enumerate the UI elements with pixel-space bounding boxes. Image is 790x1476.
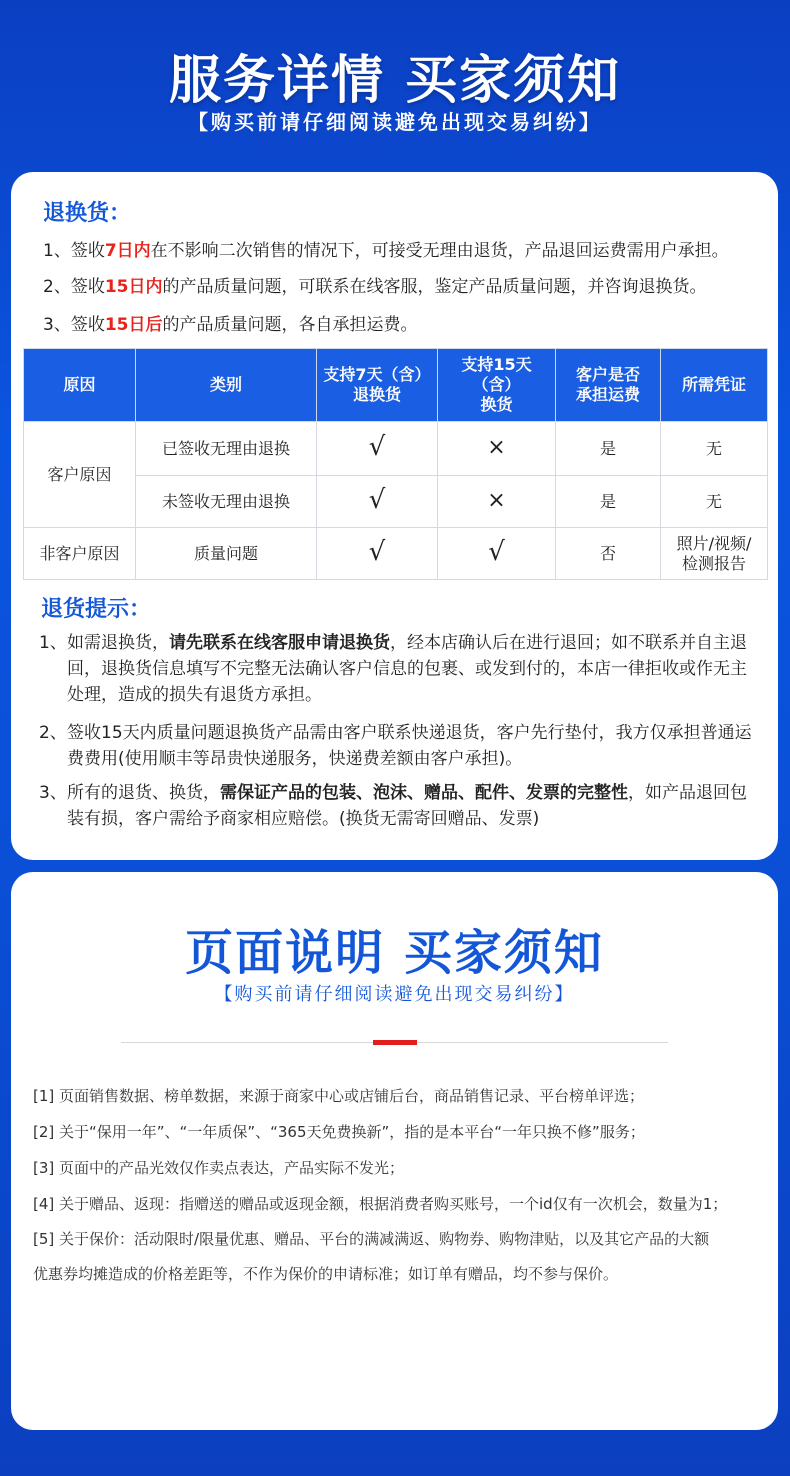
tip-1: 1、 如需退换货，请先联系在线客服申请退换货，经本店确认后在进行退回；如不联系并自主退回，退换货信息填写不完整无法确认客户信息的包裹、或发到付的，本店一律拒收或作无主处理，造成的损失有退货方承担。 bbox=[39, 633, 747, 705]
note-6: 优惠券均摊造成的价格差距等，不作为保价的申请标准；如订单有赠品，均不参与保价。 bbox=[33, 1265, 619, 1283]
page-subtitle: 【购买前请仔细阅读避免出现交易纠纷】 bbox=[188, 110, 602, 134]
note-5: [5] 关于保价：活动限时/限量优惠、赠品、平台的满减满返、购物券、购物津贴，以及其它产品的大额 bbox=[33, 1230, 710, 1248]
th-7day: 支持7天（含） 退换货 bbox=[317, 349, 438, 422]
cell-15day bbox=[438, 528, 556, 580]
cell-15day bbox=[438, 476, 556, 528]
table-row bbox=[24, 422, 768, 476]
note-2: [2] 关于“保用一年”、“一年质保”、“365天免费换新”，指的是本平台“一年只换不修”服务； bbox=[33, 1123, 645, 1141]
th-category: 类别 bbox=[136, 349, 317, 422]
cell-proof: 无 bbox=[661, 476, 768, 528]
th-fee: 客户是否 承担运费 bbox=[556, 349, 661, 422]
check-icon: √ bbox=[488, 537, 505, 567]
table-header-row bbox=[24, 349, 768, 422]
cell-7day bbox=[317, 422, 438, 476]
returns-line-1: 1、签收7日内在不影响二次销售的情况下，可接受无理由退货，产品退回运费需用户承担。 bbox=[43, 241, 729, 261]
divider-accent bbox=[373, 1040, 417, 1045]
note-1: [1] 页面销售数据、榜单数据，来源于商家中心或店铺后台，商品销售记录、平台榜单评选； bbox=[33, 1087, 645, 1105]
tips-title: 退货提示： bbox=[41, 597, 152, 622]
cell-7day bbox=[317, 528, 438, 580]
notice-subtitle: 【购买前请仔细阅读避免出现交易纠纷】 bbox=[214, 984, 575, 1005]
cell-fee: 是 bbox=[556, 476, 661, 528]
cell-category: 未签收无理由退换 bbox=[136, 476, 317, 528]
note-3: [3] 页面中的产品光效仅作卖点表达，产品实际不发光； bbox=[33, 1159, 405, 1177]
cell-proof: 无 bbox=[661, 422, 768, 476]
note-4: [4] 关于赠品、返现：指赠送的赠品或返现金额，根据消费者购买账号，一个id仅有一次机会，数量为1； bbox=[33, 1195, 728, 1213]
cell-15day bbox=[438, 422, 556, 476]
cell-fee: 是 bbox=[556, 422, 661, 476]
tip-2: 2、 签收15天内质量问题退换货产品需由客户联系快递退货，客户先行垫付，我方仅承担普通运费费用(使用顺丰等昂贵快递服务，快递费差额由客户承担)。 bbox=[39, 723, 752, 769]
cell-proof: 照片/视频/ 检测报告 bbox=[661, 528, 768, 580]
cell-reason: 非客户原因 bbox=[24, 528, 136, 580]
th-15day: 支持15天（含） 换货 bbox=[438, 349, 556, 422]
cell-fee: 否 bbox=[556, 528, 661, 580]
cell-category: 已签收无理由退换 bbox=[136, 422, 317, 476]
returns-table bbox=[23, 348, 768, 580]
table-row bbox=[24, 476, 768, 528]
th-proof: 所需凭证 bbox=[661, 349, 768, 422]
cell-reason: 客户原因 bbox=[24, 422, 136, 528]
cell-7day bbox=[317, 476, 438, 528]
cross-icon: × bbox=[487, 488, 506, 513]
th-reason: 原因 bbox=[24, 349, 136, 422]
tip-3: 3、 所有的退货、换货，需保证产品的包装、泡沫、赠品、配件、发票的完整性，如产品退回包装有损，客户需给予商家相应赔偿。(换货无需寄回赠品、发票) bbox=[39, 783, 747, 829]
notice-card bbox=[11, 872, 778, 1430]
returns-line-3: 3、签收15日后的产品质量问题，各自承担运费。 bbox=[43, 315, 418, 335]
page-title: 服务详情 买家须知 bbox=[168, 51, 622, 111]
returns-line-2: 2、签收15日内的产品质量问题，可联系在线客服，鉴定产品质量问题，并咨询退换货。 bbox=[43, 277, 707, 297]
check-icon: √ bbox=[368, 432, 386, 462]
table-row bbox=[24, 528, 768, 580]
cross-icon: × bbox=[487, 435, 506, 460]
check-icon: √ bbox=[368, 485, 386, 515]
check-icon: √ bbox=[368, 537, 386, 567]
returns-title: 退换货： bbox=[43, 201, 132, 226]
cell-category: 质量问题 bbox=[136, 528, 317, 580]
notice-title: 页面说明 买家须知 bbox=[185, 925, 604, 981]
service-card bbox=[11, 172, 778, 860]
